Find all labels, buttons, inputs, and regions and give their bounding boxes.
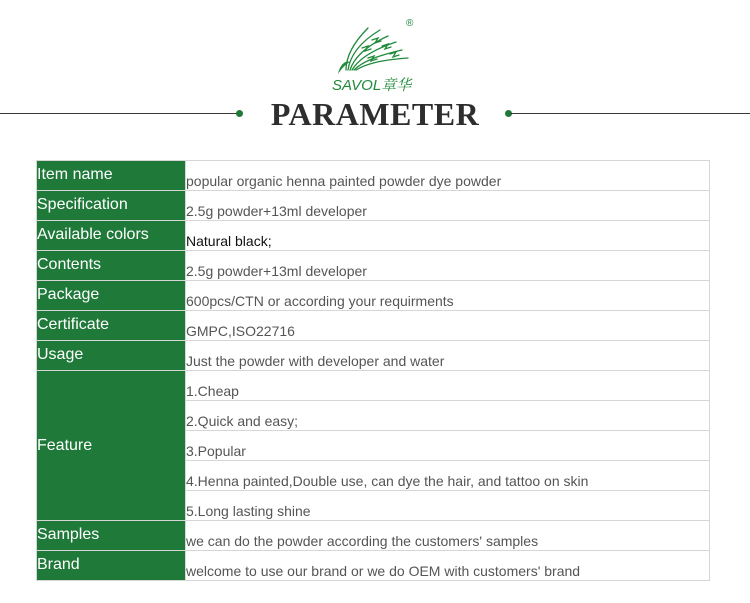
section-header — [0, 96, 750, 132]
row-value: 2.5g powder+13ml developer — [186, 191, 710, 221]
divider-left — [0, 113, 240, 114]
divider-right — [510, 113, 750, 114]
row-label: Samples — [37, 521, 186, 551]
row-label: Package — [37, 281, 186, 311]
table-row — [37, 251, 710, 281]
row-value: 600pcs/CTN or according your requirments — [186, 281, 710, 311]
brand-logo — [328, 18, 420, 96]
table-row — [37, 221, 710, 251]
row-value: 4.Henna painted,Double use, can dye the hair, and tattoo on skin — [186, 461, 710, 491]
row-value: 5.Long lasting shine — [186, 491, 710, 521]
row-label: Certificate — [37, 311, 186, 341]
row-label: Usage — [37, 341, 186, 371]
row-value: popular organic henna painted powder dye powder — [186, 161, 710, 191]
row-label: Contents — [37, 251, 186, 281]
divider-dot-left — [236, 110, 243, 117]
table-row — [37, 521, 710, 551]
row-value: 3.Popular — [186, 431, 710, 461]
row-value: Natural black; — [186, 221, 710, 251]
row-value: we can do the powder according the customers' samples — [186, 521, 710, 551]
row-label: Available colors — [37, 221, 186, 251]
parameter-table — [36, 160, 710, 581]
row-value: 2.Quick and easy; — [186, 401, 710, 431]
page-title: PARAMETER — [270, 96, 480, 132]
registered-mark: ® — [406, 18, 414, 29]
row-value: Just the powder with developer and water — [186, 341, 710, 371]
table-row — [37, 371, 710, 401]
row-label: Specification — [37, 191, 186, 221]
table-row — [37, 551, 710, 581]
row-value: welcome to use our brand or we do OEM with customers' brand — [186, 551, 710, 581]
row-label: Feature — [37, 371, 186, 521]
table-row — [37, 341, 710, 371]
row-value: 1.Cheap — [186, 371, 710, 401]
row-value: GMPC,ISO22716 — [186, 311, 710, 341]
row-label: Brand — [37, 551, 186, 581]
brand-name: SAVOL章华 — [332, 77, 412, 94]
row-value: 2.5g powder+13ml developer — [186, 251, 710, 281]
row-label: Item name — [37, 161, 186, 191]
table-row — [37, 161, 710, 191]
table-row — [37, 311, 710, 341]
table-row — [37, 191, 710, 221]
table-row — [37, 281, 710, 311]
